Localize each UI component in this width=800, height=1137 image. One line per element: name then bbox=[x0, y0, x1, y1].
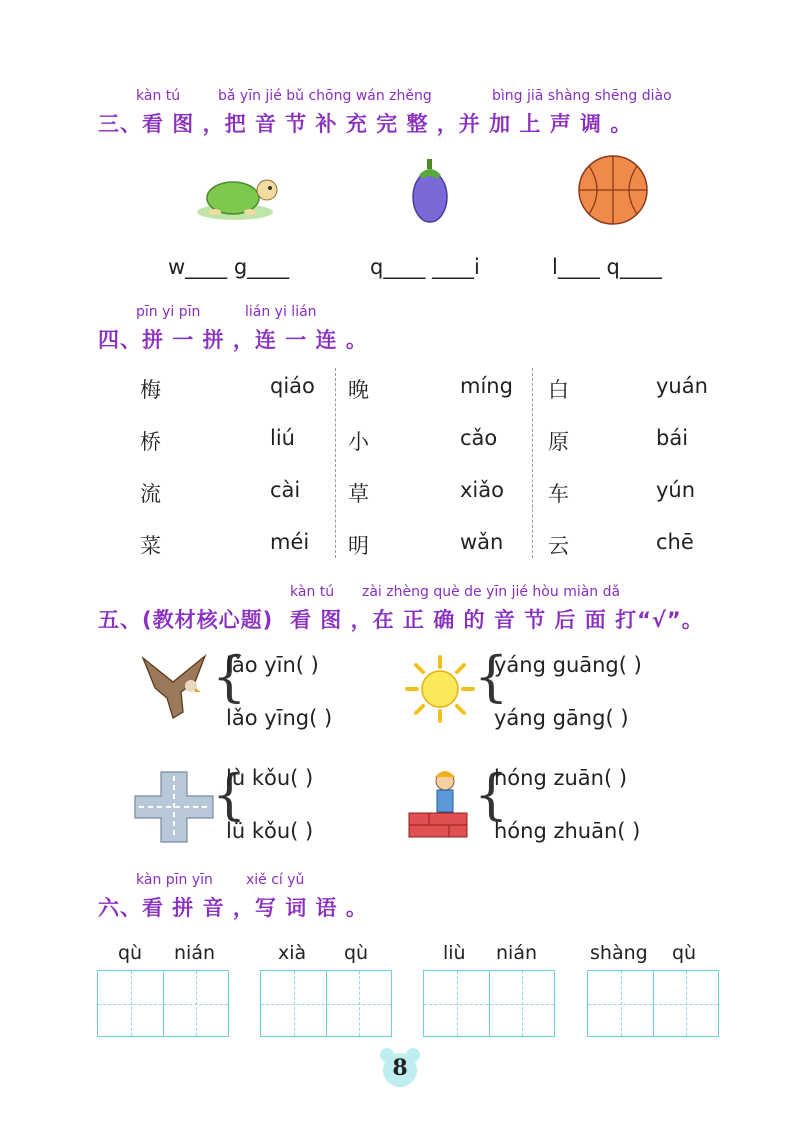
s5-title: 看 图 ，在 正 确 的 音 节 后 面 打“√”。 bbox=[290, 608, 704, 632]
s6-title: 六、看 拼 音 ，写 词 语 。 bbox=[98, 896, 368, 920]
s5-option[interactable]: lǜ kǒu( ) bbox=[226, 819, 314, 843]
writing-box[interactable] bbox=[423, 970, 555, 1037]
crossroad-icon bbox=[133, 770, 215, 844]
s4-char[interactable]: 明 bbox=[348, 534, 369, 558]
s6-word-py: xià bbox=[278, 942, 307, 964]
s3-fill-1[interactable]: w____ g____ bbox=[168, 255, 290, 279]
s6-word-py: qù bbox=[118, 942, 143, 964]
s5-title-tag: 五、(教材核心题) bbox=[98, 608, 274, 632]
turtle-icon bbox=[195, 168, 285, 224]
s4-pinyin-2: lián yi lián bbox=[245, 304, 317, 320]
basketball-icon bbox=[575, 154, 651, 226]
s4-divider-1 bbox=[335, 368, 336, 558]
s5-option[interactable]: lù kǒu( ) bbox=[226, 766, 314, 790]
brace: { bbox=[474, 645, 509, 708]
s4-pinyin[interactable]: yuán bbox=[656, 374, 708, 398]
s4-char[interactable]: 白 bbox=[548, 378, 569, 402]
s6-word-py: qù bbox=[672, 942, 697, 964]
s6-pinyin-1: kàn pīn yīn bbox=[136, 872, 213, 888]
bricklayer-icon bbox=[405, 765, 471, 841]
s4-char[interactable]: 流 bbox=[140, 482, 161, 506]
s4-pinyin[interactable]: xiǎo bbox=[460, 478, 504, 502]
s4-pinyin-1: pīn yi pīn bbox=[136, 304, 201, 320]
s6-word-py: shàng bbox=[590, 942, 648, 964]
s6-word-py: nián bbox=[174, 942, 216, 964]
s4-char[interactable]: 云 bbox=[548, 534, 569, 558]
s4-char[interactable]: 桥 bbox=[140, 430, 161, 454]
brace: { bbox=[212, 645, 247, 708]
s4-pinyin[interactable]: yún bbox=[656, 478, 696, 502]
eagle-icon bbox=[135, 648, 215, 722]
s4-pinyin[interactable]: míng bbox=[460, 374, 513, 398]
page-number-badge bbox=[379, 1046, 421, 1088]
s4-char[interactable]: 草 bbox=[348, 482, 369, 506]
s4-pinyin[interactable]: bái bbox=[656, 426, 689, 450]
s4-divider-2 bbox=[532, 368, 533, 558]
writing-box[interactable] bbox=[97, 970, 229, 1037]
s5-option[interactable]: hóng zuān( ) bbox=[494, 766, 628, 790]
sun-icon bbox=[405, 655, 475, 723]
s6-pinyin-2: xiě cí yǔ bbox=[246, 872, 305, 888]
s4-title: 四、拼 一 拼 ，连 一 连 。 bbox=[98, 328, 368, 352]
page-number: 8 bbox=[392, 1055, 408, 1081]
s4-char[interactable]: 车 bbox=[548, 482, 569, 506]
s5-option[interactable]: yáng guāng( ) bbox=[494, 653, 642, 677]
writing-box[interactable] bbox=[587, 970, 719, 1037]
s4-char[interactable]: 小 bbox=[348, 430, 369, 454]
s3-pinyin-3: bìng jiā shàng shēng diào bbox=[492, 88, 672, 104]
s4-pinyin[interactable]: qiáo bbox=[270, 374, 315, 398]
s4-char[interactable]: 梅 bbox=[140, 378, 161, 402]
s3-fill-3[interactable]: l____ q____ bbox=[552, 255, 662, 279]
s4-pinyin[interactable]: cǎo bbox=[460, 426, 498, 450]
s5-option[interactable]: hóng zhuān( ) bbox=[494, 819, 641, 843]
s5-pinyin-1: kàn tú bbox=[290, 584, 335, 600]
s4-char[interactable]: 原 bbox=[548, 430, 569, 454]
s3-pinyin-2: bǎ yīn jié bǔ chōng wán zhěng bbox=[218, 88, 432, 104]
writing-box[interactable] bbox=[260, 970, 392, 1037]
s3-fill-2[interactable]: q____ ____i bbox=[370, 255, 480, 279]
s4-pinyin[interactable]: chē bbox=[656, 530, 694, 554]
s5-option[interactable]: lǎo yīng( ) bbox=[226, 706, 333, 730]
s5-option[interactable]: lǎo yīn( ) bbox=[226, 653, 319, 677]
s6-word-py: nián bbox=[496, 942, 538, 964]
s4-char[interactable]: 菜 bbox=[140, 534, 161, 558]
s3-pinyin-1: kàn tú bbox=[136, 88, 181, 104]
s4-pinyin[interactable]: cài bbox=[270, 478, 301, 502]
brace: { bbox=[474, 763, 509, 826]
s4-pinyin[interactable]: liú bbox=[270, 426, 295, 450]
s6-word-py: qù bbox=[344, 942, 369, 964]
s4-char[interactable]: 晚 bbox=[348, 378, 369, 402]
s4-pinyin[interactable]: wǎn bbox=[460, 530, 504, 554]
s6-word-py: liù bbox=[443, 942, 466, 964]
s5-option[interactable]: yáng gāng( ) bbox=[494, 706, 629, 730]
brace: { bbox=[212, 763, 247, 826]
eggplant-icon bbox=[405, 155, 455, 225]
s5-pinyin-2: zài zhèng què de yīn jié hòu miàn dǎ bbox=[362, 584, 621, 600]
s4-pinyin[interactable]: méi bbox=[270, 530, 310, 554]
s3-title: 三、看 图 ，把 音 节 补 充 完 整 ，并 加 上 声 调 。 bbox=[98, 112, 633, 136]
